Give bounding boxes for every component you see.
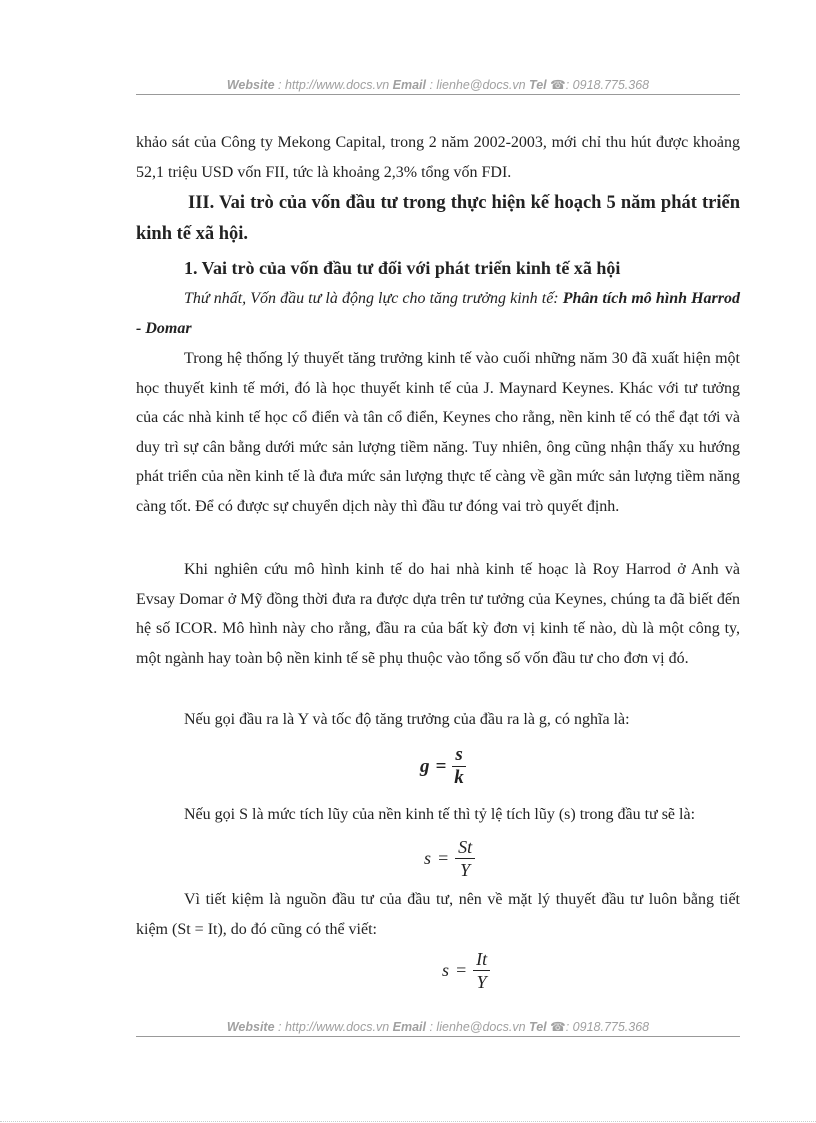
equation-savings-rate: [424, 838, 475, 879]
eq1-numerator: s: [452, 746, 465, 767]
footer-email-label: Email: [392, 1020, 427, 1034]
eq2-denominator: Y: [460, 860, 471, 880]
footer-website-value: : http://www.docs.vn: [274, 1020, 393, 1034]
paragraph-keynes: Trong hệ thống lý thuyết tăng trưởng kinh tế vào cuối những năm 30 đã xuất hiện một học thuyết kinh tế mới, đó là học thuyết kinh tế của J. Maynard Keynes. Khác với tư tưởng của các nhà kinh tế học cổ điển và tân cổ điển, Keynes cho rằng, nền kinh tế có thể đạt tới và duy trì sự cân bằng dưới mức sản lượng tiềm năng. Tuy nhiên, ông cũng nhận thấy xu hướng phát triển của nền kinh tế là đưa mức sản lượng thực tế càng về gần mức sản lượng tiềm năng càng tốt. Để có được sự chuyển dịch này thì đầu tư đóng vai trò quyết định.: [136, 350, 740, 515]
equation-growth: [420, 746, 466, 787]
subsection-heading: 1. Vai trò của vốn đầu tư đối với phát triển kinh tế xã hội: [184, 258, 621, 278]
paragraph-savings: Nếu gọi S là mức tích lũy của nền kinh tế thì tỷ lệ tích lũy (s) trong đầu tư sẽ là:: [184, 806, 696, 823]
page-footer: [136, 1019, 740, 1034]
footer-phone-icon: ☎: [550, 1020, 566, 1034]
website-value: : http://www.docs.vn: [274, 78, 393, 92]
page-header: [136, 77, 740, 92]
footer-tel-value: : 0918.775.368: [565, 1020, 650, 1034]
eq3-denominator: Y: [476, 972, 487, 992]
tel-value: : 0918.775.368: [565, 78, 650, 92]
footer-website-label: Website: [226, 1020, 275, 1034]
eq3-op: =: [455, 960, 468, 980]
eq1-op: =: [435, 755, 447, 777]
equation-investment-rate: [442, 950, 490, 991]
header-divider: [136, 94, 740, 95]
eq3-fraction: [473, 950, 490, 991]
paragraph-investment: Vì tiết kiệm là nguồn đầu tư của đầu tư, nên về mặt lý thuyết đầu tư luôn bằng tiết kiệm (St = It), do đó cũng có thể viết:: [136, 891, 740, 938]
page-bottom-border: [0, 1121, 816, 1122]
eq1-lhs: g: [420, 755, 430, 777]
eq3-numerator: It: [473, 950, 490, 971]
website-label: Website: [226, 78, 275, 92]
eq2-numerator: St: [455, 838, 475, 859]
footer-email-value: : lienhe@docs.vn: [426, 1020, 530, 1034]
tel-label: Tel: [529, 78, 547, 92]
lead-paragraph: [136, 284, 740, 343]
lead-text: Thứ nhất, Vốn đầu tư là động lực cho tăng trưởng kinh tế:: [184, 290, 563, 307]
paragraph-output: Nếu gọi đầu ra là Y và tốc độ tăng trưởng của đầu ra là g, có nghĩa là:: [184, 711, 630, 728]
eq2-lhs: s: [424, 848, 432, 868]
footer-tel-label: Tel: [529, 1020, 547, 1034]
eq2-op: =: [437, 848, 450, 868]
eq1-fraction: [452, 746, 465, 787]
email-value: : lienhe@docs.vn: [426, 78, 530, 92]
lead-emphasis: Phân tích mô hình Harrod - Domar: [136, 290, 740, 337]
paragraph-harrod-domar: Khi nghiên cứu mô hình kinh tế do hai nhà kinh tế hoạc là Roy Harrod ở Anh và Evsay Domar ở Mỹ đồng thời đưa ra được dựa trên tư tưởng của Keynes, chúng ta đã biết đến hệ số ICOR. Mô hình này cho rằng, đầu ra của bất kỳ đơn vị kinh tế nào, dù là một công ty, một ngành hay toàn bộ nền kinh tế sẽ phụ thuộc vào tổng số vốn đầu tư cho đơn vị đó.: [136, 561, 740, 667]
section-heading: III. Vai trò của vốn đầu tư trong thực hiện kế hoạch 5 năm phát triển kinh tế xã hội.: [136, 193, 740, 244]
eq1-denominator: k: [454, 767, 464, 788]
paragraph-intro: khảo sát của Công ty Mekong Capital, trong 2 năm 2002-2003, mới chỉ thu hút được khoảng 52,1 triệu USD vốn FII, tức là khoảng 2,3% tổng vốn FDI.: [136, 134, 740, 181]
phone-icon: ☎: [550, 78, 566, 92]
eq3-lhs: s: [442, 960, 450, 980]
eq2-fraction: [455, 838, 475, 879]
email-label: Email: [392, 78, 427, 92]
footer-divider: [136, 1036, 740, 1037]
